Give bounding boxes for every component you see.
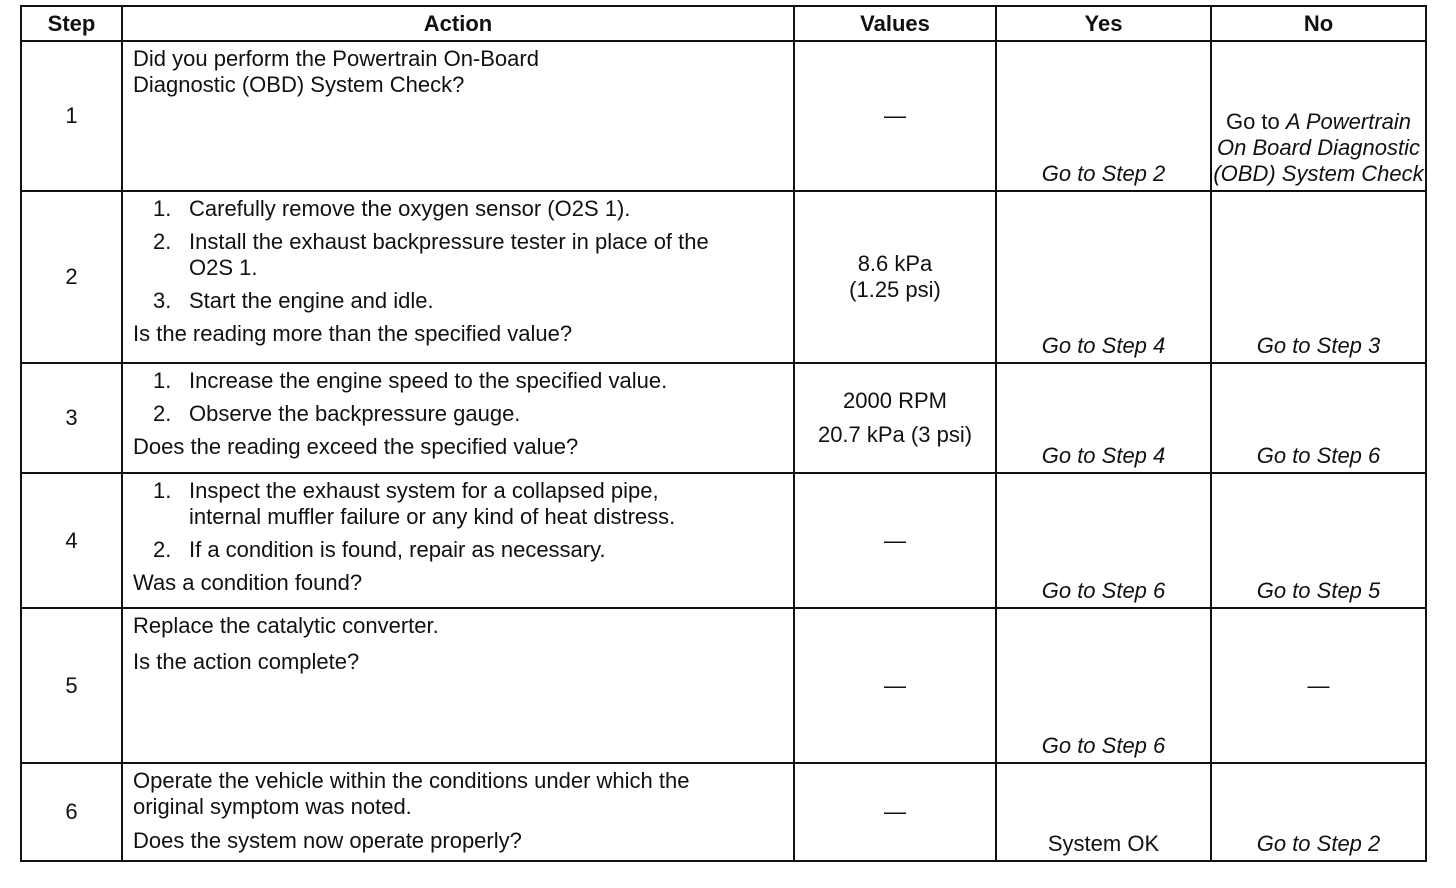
header-action: Action [122,6,794,41]
action-question: Was a condition found? [133,570,363,595]
no-cell: Go to Step 2 [1211,763,1426,861]
no-prefix: Go to [1225,109,1280,134]
no-cell [1211,41,1426,191]
action-text: Did you perform the Powertrain On-Board [133,46,539,71]
value-cell [794,363,996,473]
list-item: 1. Carefully remove the oxygen sensor (O2S 1). [153,196,631,221]
value-line: 2000 RPM [843,388,947,413]
list-item: 2. Install the exhaust backpressure tester in place of the O2S 1. [153,229,709,280]
value-cell: — [794,608,996,763]
no-cell: — [1211,608,1426,763]
yes-cell: Go to Step 2 [996,41,1211,191]
yes-cell: Go to Step 6 [996,473,1211,608]
action-question: Does the system now operate properly? [133,828,522,853]
step-number: 1 [21,41,122,191]
diagnostic-table [20,5,1427,862]
action-text: original symptom was noted. [133,794,412,819]
value-cell: — [794,763,996,861]
action-cell [122,763,794,861]
action-question: Is the action complete? [133,649,360,674]
action-cell [122,191,794,363]
action-cell [122,41,794,191]
yes-cell: Go to Step 4 [996,191,1211,363]
action-text: Replace the catalytic converter. [133,613,439,638]
table-row-step-5 [21,608,1426,763]
step-number: 3 [21,363,122,473]
list-item: 2. If a condition is found, repair as necessary. [153,537,606,562]
list-item: 2. Observe the backpressure gauge. [153,401,521,426]
list-item: 1. Inspect the exhaust system for a collapsed pipe, internal muffler failure or any kind of heat distress. [153,478,676,529]
list-item: 3. Start the engine and idle. [153,288,434,313]
step-number: 6 [21,763,122,861]
value-line: (1.25 psi) [849,277,941,302]
action-text: Operate the vehicle within the conditions under which the [133,768,690,793]
header-yes: Yes [996,6,1211,41]
value-line: 20.7 kPa (3 psi) [817,422,973,447]
no-link-text: A Powertrain On Board Diagnostic (OBD) System Check [1213,109,1424,186]
table-row-step-2 [21,191,1426,363]
action-question: Does the reading exceed the specified value? [133,434,579,459]
action-cell [122,608,794,763]
table-row-step-1 [21,41,1426,191]
value-cell: — [794,473,996,608]
action-text: Diagnostic (OBD) System Check? [133,72,465,97]
header-values: Values [794,6,996,41]
step-number: 2 [21,191,122,363]
yes-cell: Go to Step 6 [996,608,1211,763]
value-cell [794,191,996,363]
action-question: Is the reading more than the specified value? [133,321,573,346]
value-cell: — [794,41,996,191]
header-no: No [1211,6,1426,41]
table-row-step-4 [21,473,1426,608]
action-cell [122,363,794,473]
header-row [21,6,1426,41]
yes-cell: System OK [996,763,1211,861]
no-cell: Go to Step 6 [1211,363,1426,473]
no-cell: Go to Step 5 [1211,473,1426,608]
action-cell [122,473,794,608]
value-line: 8.6 kPa [857,251,933,276]
table-row-step-6 [21,763,1426,861]
yes-cell: Go to Step 4 [996,363,1211,473]
no-cell: Go to Step 3 [1211,191,1426,363]
step-number: 5 [21,608,122,763]
header-step: Step [21,6,122,41]
list-item: 1. Increase the engine speed to the specified value. [153,368,668,393]
step-number: 4 [21,473,122,608]
table-row-step-3 [21,363,1426,473]
